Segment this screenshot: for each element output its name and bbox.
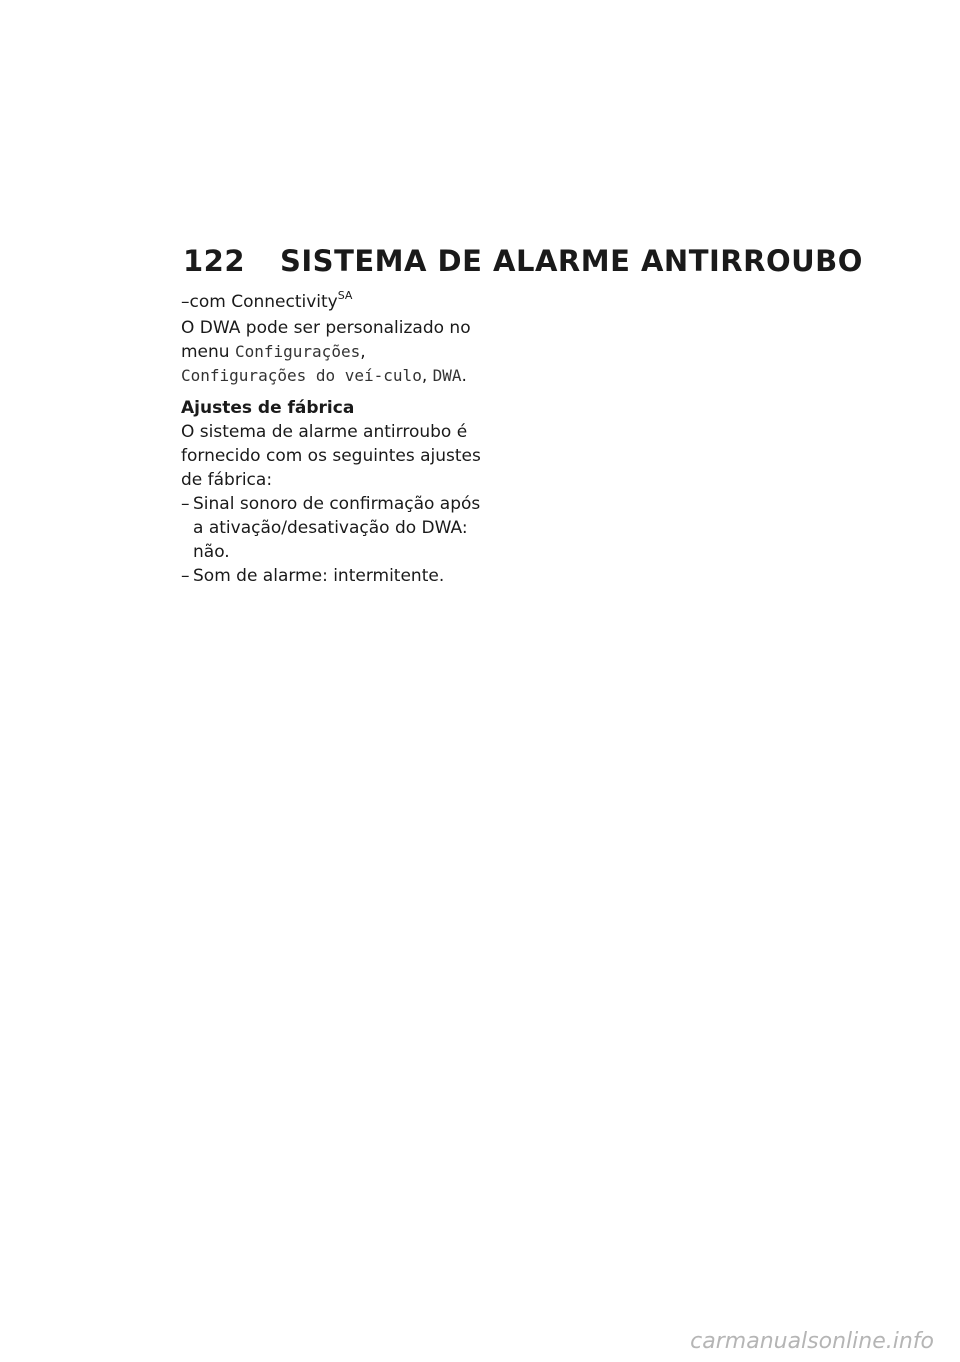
factory-settings-list: [181, 492, 481, 588]
connectivity-label: com Connectivity: [189, 292, 338, 312]
connectivity-note: [181, 290, 481, 316]
intro-paragraph: [181, 316, 481, 388]
page-title: SISTEMA DE ALARME ANTIRROUBO: [280, 244, 863, 278]
page-content: [181, 290, 481, 588]
list-item: [181, 492, 481, 564]
menu-path-configuracoes-veiculo: Configurações do veí-culo: [181, 366, 422, 385]
section-heading-factory-settings: Ajustes de fábrica: [181, 398, 355, 418]
sa-superscript: SA: [337, 289, 353, 302]
dash-bullet: –: [181, 292, 190, 312]
menu-separator: ,: [360, 342, 366, 362]
dash-bullet: –: [181, 566, 190, 586]
factory-paragraph: O sistema de alarme antirroubo é fornecido com os seguintes ajustes de fábrica:: [181, 422, 481, 490]
page-number: 122: [183, 244, 246, 278]
list-item-text: Som de alarme: intermitente.: [193, 566, 445, 586]
list-item: [181, 564, 481, 588]
page-header: [183, 244, 863, 280]
watermark: carmanualsonline.info: [690, 1329, 934, 1354]
menu-path-dwa: DWA: [432, 366, 462, 385]
menu-separator: ,: [421, 366, 433, 386]
intro-text: O DWA pode ser personalizado no menu: [181, 318, 471, 362]
sentence-end: .: [461, 366, 467, 386]
dash-bullet: –: [181, 494, 190, 514]
menu-path-configuracoes: Configurações: [234, 342, 361, 361]
list-item-text: Sinal sonoro de confirmação após a ativação/desativação do DWA: não.: [193, 494, 481, 562]
